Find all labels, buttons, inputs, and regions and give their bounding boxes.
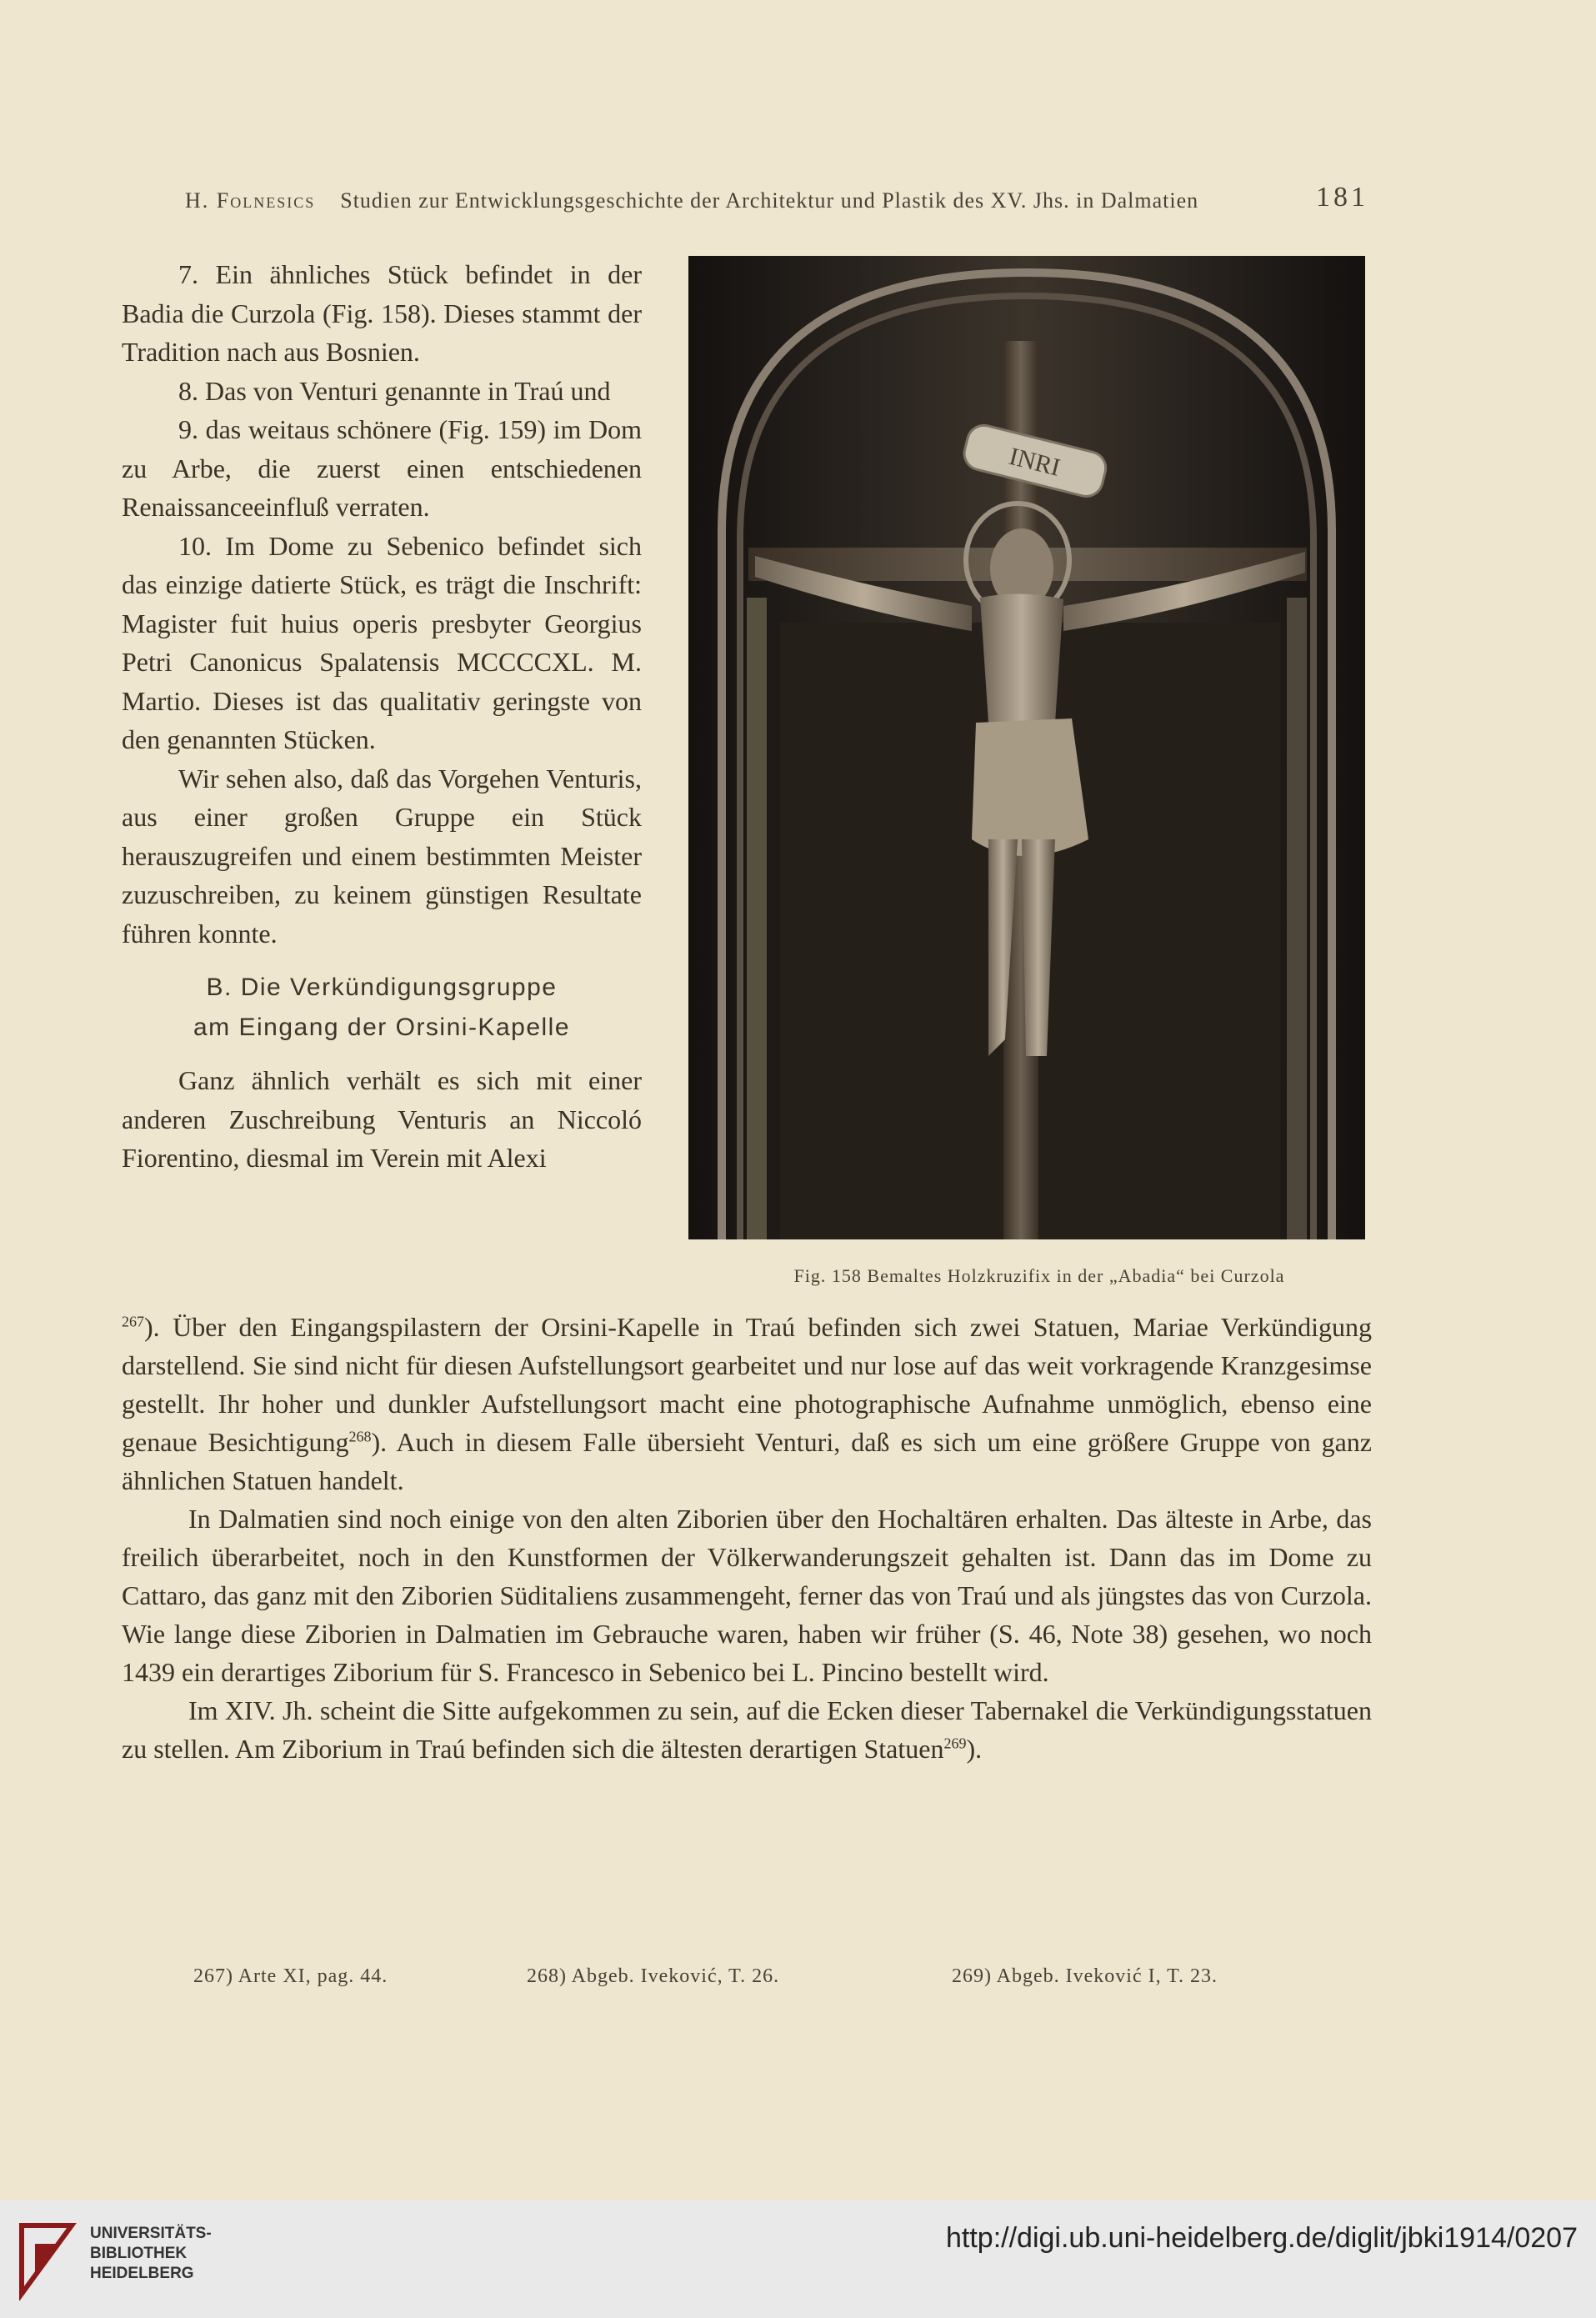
paragraph-conclusion: Wir sehen also, daß das Vorgehen Venturis, aus einer großen Gruppe ein Stück herauszugreifen und einem bestimmten Meister zuzuschreiben, zu keinem günstigen Resultate führen konnte.: [122, 763, 642, 949]
library-name-line1: UNIVERSITÄTS-: [90, 2225, 212, 2242]
running-header: [185, 182, 1368, 213]
section-heading: [122, 968, 642, 1048]
footnote-ref-268: 268: [348, 1428, 372, 1445]
footnote-268: 268) Abgeb. Iveković, T. 26.: [527, 1965, 780, 1987]
header-author: H. Folnesics: [185, 188, 316, 213]
crucifix-photograph: [688, 256, 1365, 1239]
figure-caption: Fig. 158 Bemaltes Holzkruzifix in der „Abadia“ bei Curzola: [793, 1265, 1285, 1286]
permalink-url[interactable]: http://digi.ub.uni-heidelberg.de/diglit/jbki1914/0207: [946, 2222, 1578, 2254]
inri-inscription: INRI: [1006, 442, 1063, 482]
paragraph-item-7: 7. Ein ähnliches Stück befindet in der Badia die Curzola (Fig. 158). Dieses stammt der Tradition nach aus Bosnien.: [122, 259, 642, 367]
digital-library-footer: [0, 2200, 1596, 2318]
page-number: 181: [1316, 182, 1368, 213]
paragraph-tabernakel-end: ).: [966, 1734, 983, 1764]
library-logo-icon: [17, 2219, 77, 2300]
paragraph-tabernakel-text: Im XIV. Jh. scheint die Sitte aufgekommen zu sein, auf die Ecken dieser Tabernakel die Verkündigungsstatuen zu stellen. Am Ziborium in Traú befinden sich die ältesten derartigen Statuen: [122, 1695, 1372, 1764]
paragraph-tabernakel: [122, 1691, 1372, 1768]
paragraph-continuation: [122, 1308, 1372, 1499]
footnote-ref-269: 269: [943, 1735, 967, 1752]
library-name-line3: HEIDELBERG: [90, 2265, 194, 2282]
paragraph-item-9: 9. das weitaus schönere (Fig. 159) im Dom zu Arbe, die zuerst einen entschiedenen Renaissanceeinfluß verraten.: [122, 414, 642, 522]
section-heading-line2: am Eingang der Orsini-Kapelle: [193, 1014, 571, 1041]
paragraph-continuation-text: ). Über den Eingangspilastern der Orsini-Kapelle in Traú befinden sich zwei Statuen, Mariae Verkündigung darstellend. Sie sind nicht für diesen Aufstellungsort gearbeitet und nur lose auf das weit vorkragende Kranzgesimse gestellt. Ihr hoher und dunkler Aufstellungsort macht eine photographische Aufnahme unmöglich, ebenso eine genaue Besichtigung: [122, 1312, 1372, 1457]
footnote-ref-267: 267: [122, 1313, 144, 1330]
left-text-column: [122, 255, 642, 1178]
footnote-269: 269) Abgeb. Iveković I, T. 23.: [952, 1965, 1218, 1987]
crucifix-image: [688, 256, 1365, 1239]
paragraph-item-8: 8. Das von Venturi genannte in Traú und: [178, 375, 611, 406]
paragraph-continuation-end: ). Auch in diesem Falle übersieht Venturi, daß es sich um eine größere Gruppe von ganz ähnlichen Statuen handelt.: [122, 1427, 1373, 1495]
full-width-text: [122, 1308, 1372, 1768]
paragraph-item-10: 10. Im Dome zu Sebenico befindet sich das einzige datierte Stück, es trägt die Inschrift: Magister fuit huius operis presbyter Georgius Petri Canonicus Spalatensis MCCCCXL. M. Martio. Dieses ist das qualitativ geringste von den genannten Stücken.: [122, 530, 642, 754]
section-heading-line1: B. Die Verkündigungsgruppe: [206, 974, 558, 1001]
library-name-line2: BIBLIOTHEK: [90, 2245, 188, 2262]
footnote-267: 267) Arte XI, pag. 44.: [193, 1965, 388, 1987]
paragraph-ziborien: In Dalmatien sind noch einige von den alten Ziborien über den Hochaltären erhalten. Das älteste in Arbe, das freilich überarbeitet, noch in den Kunstformen der Völkerwanderungszeit gehalten ist. Dann das im Dome zu Cattaro, das ganz mit den Ziborien Süditaliens zusammengeht, ferner das von Traú und als jüngstes das von Curzola. Wie lange diese Ziborien in Dalmatien im Gebrauche waren, haben wir früher (S. 46, Note 38) gesehen, wo noch 1439 ein derartiges Ziborium für S. Francesco in Sebenico bei L. Pincino bestellt wird.: [122, 1504, 1372, 1687]
header-title: Studien zur Entwicklungsgeschichte der Architektur und Plastik des XV. Jhs. in Dalmatien: [340, 188, 1199, 213]
library-name: [90, 2224, 212, 2284]
paragraph-section-start: Ganz ähnlich verhält es sich mit einer anderen Zuschreibung Venturis an Niccoló Fiorentino, diesmal im Verein mit Alexi: [122, 1065, 642, 1173]
